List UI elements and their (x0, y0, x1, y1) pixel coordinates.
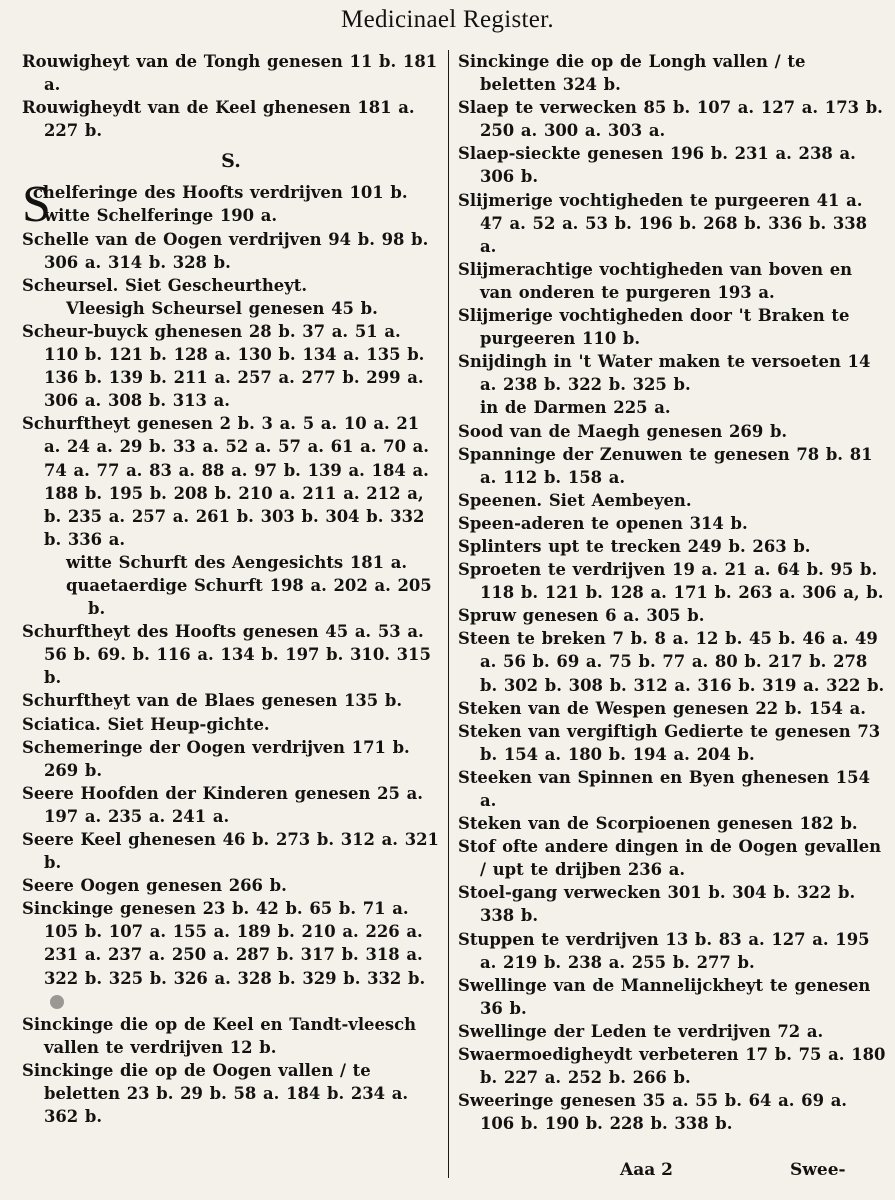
right-column (458, 50, 886, 1135)
index-entry: Spanninge der Zenuwen te genesen 78 b. 81 a. 112 b. 158 a. (458, 444, 873, 487)
index-entry: Sciatica. Siet Heup-gichte. (22, 714, 270, 734)
index-entry: Speen-aderen te openen 314 b. (458, 513, 748, 533)
index-entry: Seere Hoofden der Kinderen genesen 25 a. 197 a. 235 a. 241 a. (22, 783, 423, 826)
index-entry: Sweeringe genesen 35 a. 55 b. 64 a. 69 a. 106 b. 190 b. 228 b. 338 b. (458, 1091, 848, 1134)
signature-mark: Aaa 2 (620, 1160, 673, 1180)
index-entry: Stuppen te verdrijven 13 b. 83 a. 127 a. 195 a. 219 b. 238 a. 255 b. 277 b. (458, 929, 870, 972)
index-entry: witte Schelferinge 190 a. (44, 206, 278, 226)
index-entry: Slijmerachtige vochtigheden van boven en van onderen te purgeren 193 a. (458, 259, 853, 302)
catchword: Swee- (790, 1160, 846, 1180)
index-entry: Swellinge der Leden te verdrijven 72 a. (458, 1021, 824, 1041)
index-entry: Steeken van Spinnen en Byen ghenesen 154 a. (458, 767, 870, 810)
index-entry: Steken van vergiftigh Gedierte te genesen 73 b. 154 a. 180 b. 194 a. 204 b. (458, 721, 881, 764)
index-entry: Spruw genesen 6 a. 305 b. (458, 606, 705, 626)
index-entry: Scheursel. Siet Gescheurtheyt. (22, 275, 308, 295)
index-entry: Seere Oogen genesen 266 b. (22, 876, 287, 896)
column-divider (448, 50, 449, 1178)
drop-cap-letter: S (22, 176, 51, 234)
ink-blot-mark (50, 995, 64, 1009)
index-entry: Stoel-gang verwecken 301 b. 304 b. 322 b. 338 b. (458, 883, 856, 926)
index-entry: Schurftheyt genesen 2 b. 3 a. 5 a. 10 a. 21 a. 24 a. 29 b. 33 a. 52 a. 57 a. 61 a. 70 a. 74 a. 77 a. 83 a. 88 a. 97 b. 139 a. 184 a. 188 b. 195 b. 208 b. 210 a. 211 a. 212 a, b. 235 a. 257 a. 261 b. 303 b. 304 b. 332 b. 336 a. (22, 414, 430, 549)
index-entry: Schelle van de Oogen verdrijven 94 b. 98 b. 306 a. 314 b. 328 b. (22, 229, 429, 272)
index-entry: Swaermoedigheydt verbeteren 17 b. 75 a. 180 b. 227 a. 252 b. 266 b. (458, 1045, 886, 1088)
index-entry-text: chelferinge des Hoofts verdrijven 101 b. (32, 183, 408, 203)
index-entry: Schemeringe der Oogen verdrijven 171 b. 269 b. (22, 737, 410, 780)
index-entry: Steken van de Scorpioenen genesen 182 b. (458, 814, 858, 834)
index-entry: Vleesigh Scheursel genesen 45 b. (66, 298, 378, 318)
index-entry: Swellinge van de Mannelijckheyt te genesen 36 b. (458, 975, 871, 1018)
index-entry: quaetaerdige Schurft 198 a. 202 a. 205 b. (66, 575, 432, 619)
index-entry: Rouwigheydt van de Keel ghenesen 181 a. 227 b. (22, 98, 415, 141)
index-entry: Slaep te verwecken 85 b. 107 a. 127 a. 173 b. 250 a. 300 a. 303 a. (458, 98, 883, 141)
index-entry: Scheur-buyck ghenesen 28 b. 37 a. 51 a. 110 b. 121 b. 128 a. 130 b. 134 a. 135 b. 136 b. 139 b. 211 a. 257 a. 277 b. 299 a. 306 a. 308 b. 313 a. (22, 321, 425, 411)
index-entry: Stof ofte andere dingen in de Oogen gevallen / upt te drijben 236 a. (458, 837, 882, 880)
index-entry: Sproeten te verdrijven 19 a. 21 a. 64 b. 95 b. 118 b. 121 b. 128 a. 171 b. 263 a. 306 a, b. (458, 560, 884, 603)
index-entry: Speenen. Siet Aembeyen. (458, 490, 692, 510)
index-entry: Snijdingh in 't Water maken te versoeten 14 a. 238 b. 322 b. 325 b. (458, 352, 871, 395)
index-entry: Sood van de Maegh genesen 269 b. (458, 421, 788, 441)
index-entry: Steen te breken 7 b. 8 a. 12 b. 45 b. 46 a. 49 a. 56 b. 69 a. 75 b. 77 a. 80 b. 217 b. 278 b. 302 b. 308 b. 312 a. 316 b. 319 a. 322 b. (458, 629, 885, 695)
index-entry: Splinters upt te trecken 249 b. 263 b. (458, 536, 811, 556)
index-entry: Steken van de Wespen genesen 22 b. 154 a. (458, 698, 866, 718)
index-entry: witte Schurft des Aengesichts 181 a. (66, 552, 408, 572)
index-entry: Schurftheyt des Hoofts genesen 45 a. 53 a. 56 b. 69. b. 116 a. 134 b. 197 b. 310. 315 b. (22, 622, 431, 688)
index-entry: Sinckinge die op de Longh vallen / te beletten 324 b. (458, 52, 806, 95)
index-entry: Seere Keel ghenesen 46 b. 273 b. 312 a. 321 b. (22, 830, 439, 873)
section-letter-heading: S. (221, 150, 241, 173)
left-column (22, 50, 440, 1128)
page-title: Medicinael Register. (341, 6, 554, 33)
index-entry: Slijmerige vochtigheden te purgeeren 41 a. 47 a. 52 a. 53 b. 196 b. 268 b. 336 b. 338 a. (458, 190, 868, 256)
index-entry: Rouwigheyt van de Tongh genesen 11 b. 181 a. (22, 52, 438, 95)
index-entry: in de Darmen 225 a. (480, 398, 671, 418)
index-entry: Sinckinge die op de Keel en Tandt-vleesch vallen te verdrijven 12 b. (22, 1014, 417, 1057)
index-entry: Slijmerige vochtigheden door 't Braken te purgeeren 110 b. (458, 306, 850, 349)
index-entry: Sinckinge genesen 23 b. 42 b. 65 b. 71 a. 105 b. 107 a. 155 a. 189 b. 210 a. 226 a. 231 a. 237 a. 250 a. 287 b. 317 b. 318 a. 322 b. 325 b. 326 a. 328 b. 329 b. 332 b. (22, 897, 440, 1012)
index-entry: Schurftheyt van de Blaes genesen 135 b. (22, 691, 403, 711)
index-entry: Slaep-sieckte genesen 196 b. 231 a. 238 a. 306 b. (458, 144, 856, 187)
index-entry: Sinckinge die op de Oogen vallen / te beletten 23 b. 29 b. 58 a. 184 b. 234 a. 362 b. (22, 1060, 409, 1127)
